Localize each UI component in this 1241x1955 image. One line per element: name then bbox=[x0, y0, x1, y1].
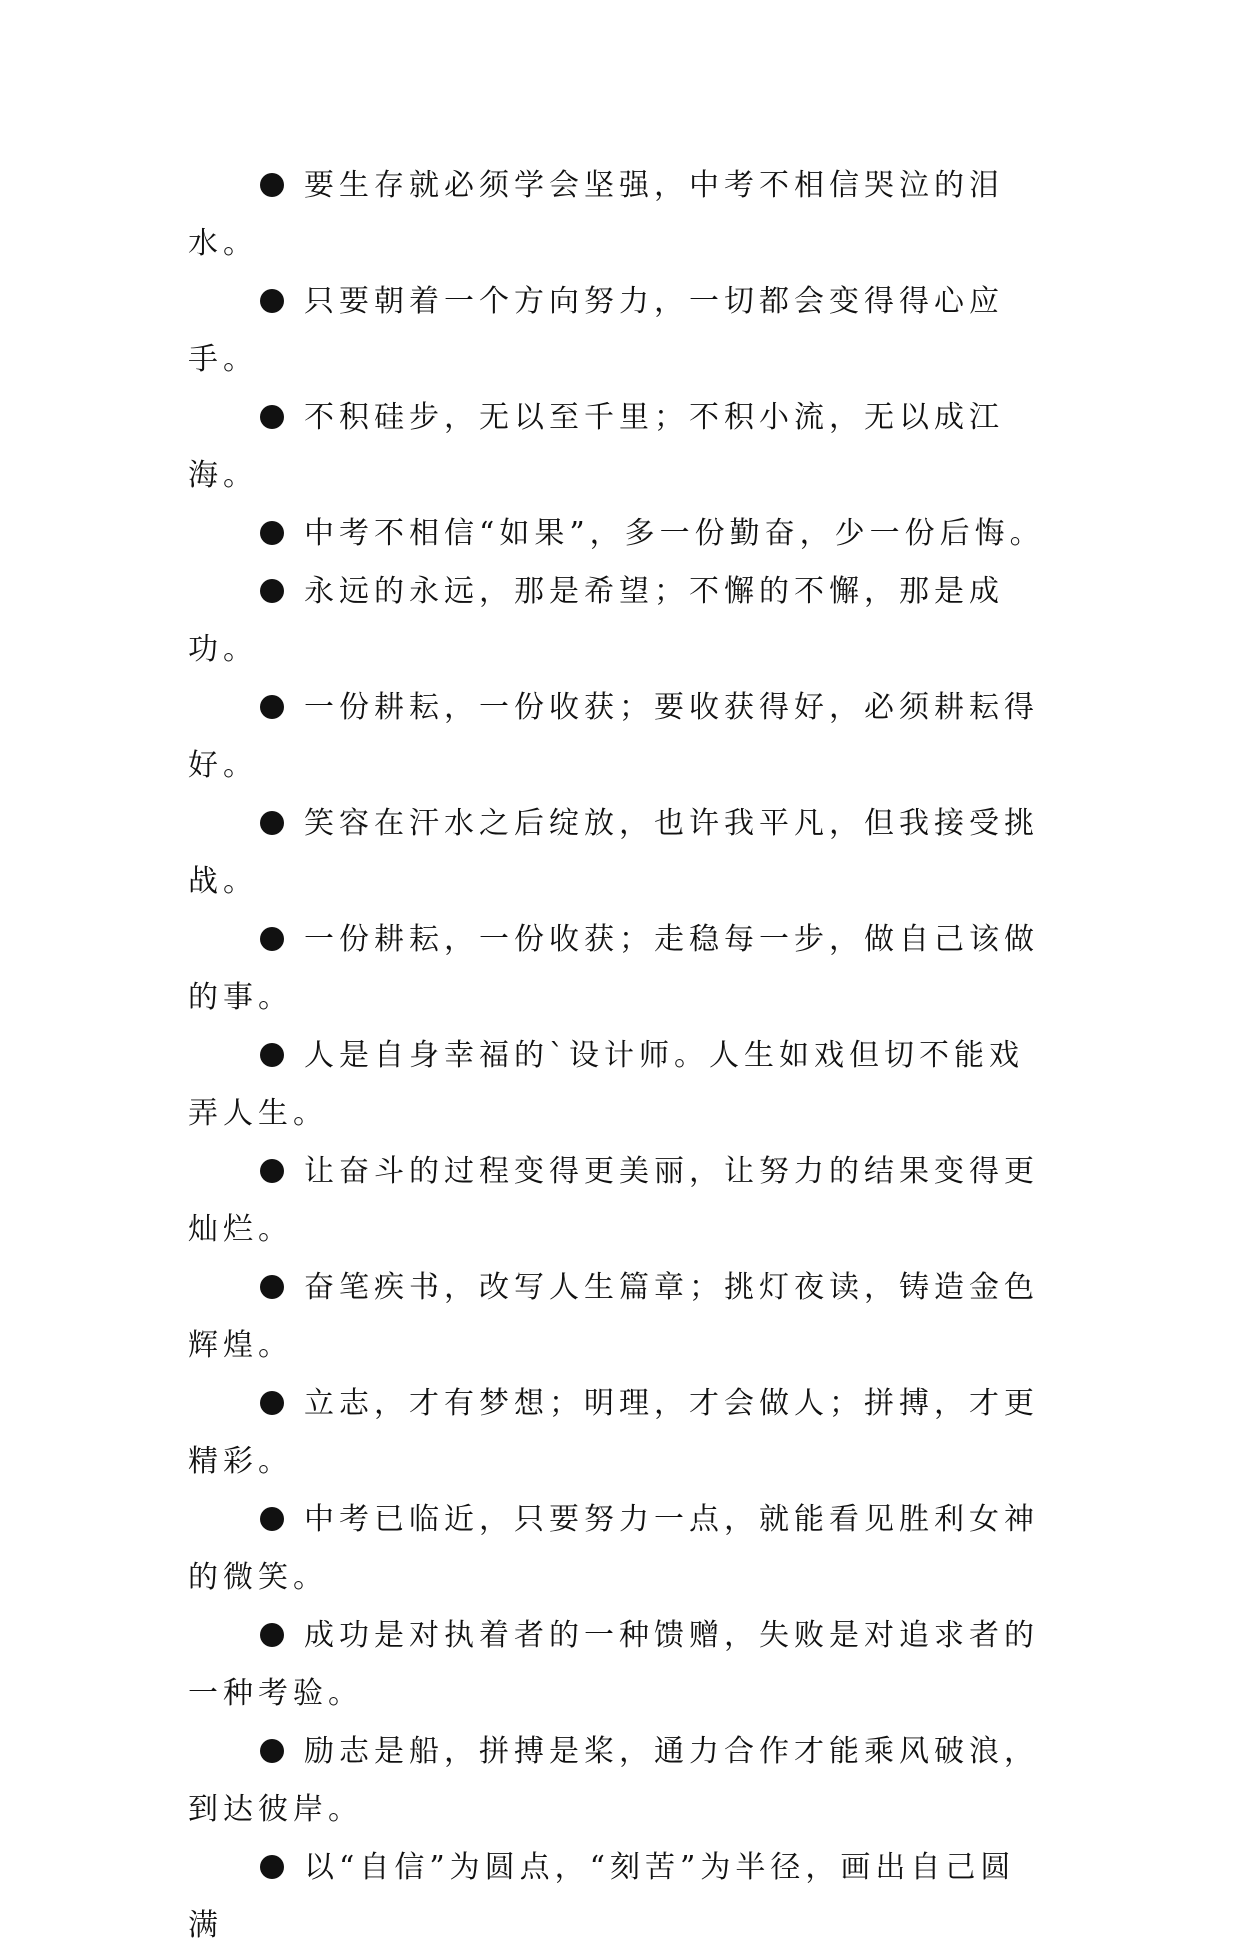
list-item-text: 人是自身幸福的`设计师。人生如戏但切不能戏弄人生。 bbox=[188, 1038, 1024, 1131]
bullet-icon bbox=[260, 1739, 284, 1763]
list-item bbox=[188, 157, 1048, 273]
list-item bbox=[188, 1375, 1048, 1491]
quote-list bbox=[188, 157, 1048, 1955]
list-item-text: 永远的永远，那是希望；不懈的不懈，那是成功。 bbox=[188, 574, 1004, 667]
bullet-icon bbox=[260, 289, 284, 313]
list-item bbox=[188, 679, 1048, 795]
bullet-icon bbox=[260, 1159, 284, 1183]
list-item bbox=[188, 1839, 1048, 1955]
list-item-text: 励志是船，拼搏是桨，通力合作才能乘风破浪，到达彼岸。 bbox=[188, 1734, 1039, 1827]
list-item bbox=[188, 1027, 1048, 1143]
list-item-text: 不积硅步，无以至千里；不积小流，无以成江海。 bbox=[188, 400, 1004, 493]
bullet-icon bbox=[260, 173, 284, 197]
list-item bbox=[188, 505, 1048, 563]
bullet-icon bbox=[260, 927, 284, 951]
list-item-text: 只要朝着一个方向努力，一切都会变得得心应手。 bbox=[188, 284, 1004, 377]
bullet-icon bbox=[260, 1623, 284, 1647]
list-item bbox=[188, 1723, 1048, 1839]
bullet-icon bbox=[260, 405, 284, 429]
list-item-text: 成功是对执着者的一种馈赠，失败是对追求者的一种考验。 bbox=[188, 1618, 1039, 1711]
list-item bbox=[188, 273, 1048, 389]
list-item-text: 立志，才有梦想；明理，才会做人；拼搏，才更精彩。 bbox=[188, 1386, 1039, 1479]
list-item-text: 中考不相信“如果”，多一份勤奋，少一份后悔。 bbox=[304, 516, 1045, 551]
list-item-text: 要生存就必须学会坚强，中考不相信哭泣的泪水。 bbox=[188, 168, 1004, 261]
list-item bbox=[188, 1607, 1048, 1723]
bullet-icon bbox=[260, 579, 284, 603]
list-item-text: 让奋斗的过程变得更美丽，让努力的结果变得更灿烂。 bbox=[188, 1154, 1039, 1247]
list-item-text: 以“自信”为圆点，“刻苦”为半径，画出自己圆满 bbox=[188, 1850, 1016, 1943]
list-item bbox=[188, 795, 1048, 911]
bullet-icon bbox=[260, 1275, 284, 1299]
bullet-icon bbox=[260, 695, 284, 719]
list-item-text: 一份耕耘，一份收获；要收获得好，必须耕耘得好。 bbox=[188, 690, 1039, 783]
bullet-icon bbox=[260, 1855, 284, 1879]
bullet-icon bbox=[260, 811, 284, 835]
list-item-text: 奋笔疾书，改写人生篇章；挑灯夜读，铸造金色辉煌。 bbox=[188, 1270, 1039, 1363]
list-item bbox=[188, 389, 1048, 505]
list-item bbox=[188, 563, 1048, 679]
list-item-text: 中考已临近，只要努力一点，就能看见胜利女神的微笑。 bbox=[188, 1502, 1039, 1595]
bullet-icon bbox=[260, 1391, 284, 1415]
list-item bbox=[188, 1491, 1048, 1607]
list-item-text: 一份耕耘，一份收获；走稳每一步，做自己该做的事。 bbox=[188, 922, 1039, 1015]
list-item bbox=[188, 1143, 1048, 1259]
list-item bbox=[188, 911, 1048, 1027]
list-item bbox=[188, 1259, 1048, 1375]
bullet-icon bbox=[260, 1043, 284, 1067]
bullet-icon bbox=[260, 1507, 284, 1531]
list-item-text: 笑容在汗水之后绽放，也许我平凡，但我接受挑战。 bbox=[188, 806, 1039, 899]
bullet-icon bbox=[260, 521, 284, 545]
